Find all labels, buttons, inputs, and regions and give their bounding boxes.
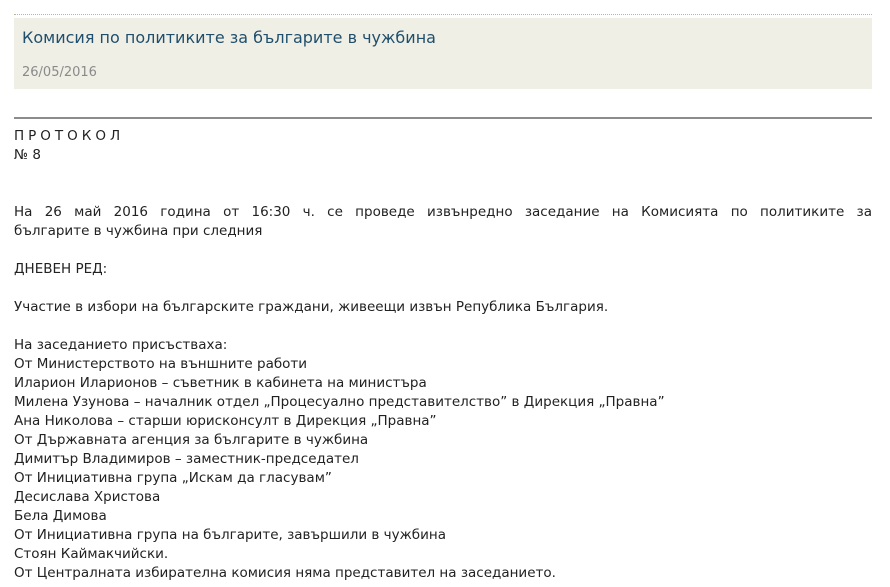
protocol-heading: ПРОТОКОЛ <box>14 128 125 144</box>
spacer <box>14 279 872 298</box>
spacer <box>14 165 872 184</box>
spacer <box>14 317 872 336</box>
protocol-number: № 8 <box>14 147 41 163</box>
agenda-item: Участие в избори на българските граждани, живеещи извън Република България. <box>14 299 609 315</box>
article-body <box>14 127 872 583</box>
attendee-line: От Държавната агенция за българите в чужбина <box>14 432 369 448</box>
content-divider <box>14 117 872 119</box>
article-date: 26/05/2016 <box>22 65 97 80</box>
article-header <box>14 18 872 89</box>
attendees-intro: На заседанието присъстваха: <box>14 337 228 353</box>
article-title[interactable]: Комисия по политиките за българите в чужбина <box>22 28 436 47</box>
intro-line-2: българите в чужбина при следния <box>14 223 263 239</box>
attendee-line: От Министерството на външните работи <box>14 356 308 372</box>
spacer <box>14 241 872 260</box>
attendee-line: Иларион Иларионов – съветник в кабинета на министъра <box>14 375 427 391</box>
top-divider <box>14 14 872 15</box>
attendee-line: Бела Димова <box>14 508 107 524</box>
attendee-line: От Инициативна група „Искам да гласувам” <box>14 470 332 486</box>
attendee-line: Десислава Христова <box>14 489 161 505</box>
attendee-line: От Централната избирателна комисия няма представител на заседанието. <box>14 565 556 581</box>
attendee-line: Димитър Владимиров – заместник-председател <box>14 451 359 467</box>
agenda-label: ДНЕВЕН РЕД: <box>14 261 108 277</box>
attendee-line: Стоян Каймакчийски. <box>14 546 169 562</box>
attendee-line: От Инициативна група на българите, завършили в чужбина <box>14 527 446 543</box>
spacer <box>14 184 872 203</box>
intro-line-1: На 26 май 2016 година от 16:30 ч. се проведе извънредно заседание на Комисията по политиките за <box>14 204 872 220</box>
attendee-line: Милена Узунова – началник отдел „Процесуално представителство” в Дирекция „Правна” <box>14 394 665 410</box>
attendee-line: Ана Николова – старши юрисконсулт в Дирекция „Правна” <box>14 413 437 429</box>
